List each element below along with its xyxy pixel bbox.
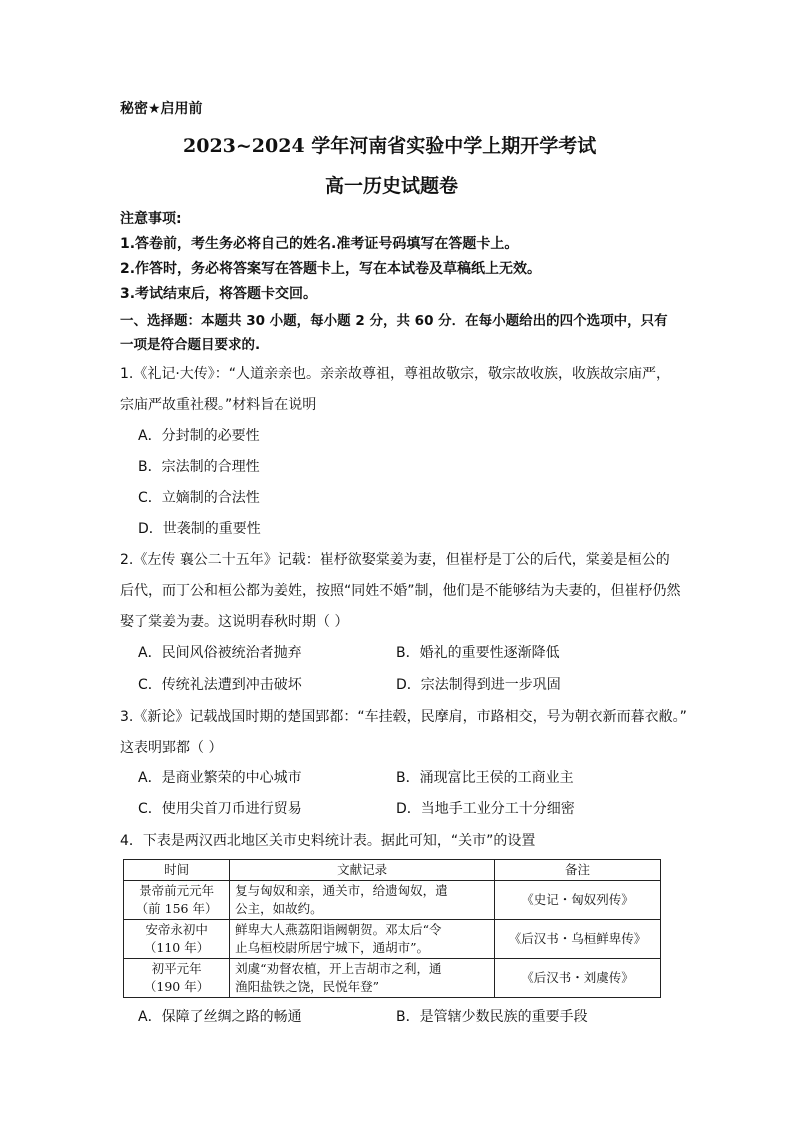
history-table [123,859,661,998]
time-line: 景帝前元元年 [139,883,215,898]
q3-stem-cont: 这表明郢都（ ） [120,740,223,756]
table-cell-time [124,959,230,998]
section-instruction-cont: 一项是符合题目要求的. [120,337,261,353]
q2-stem: 2.《左传 襄公二十五年》记载：崔杼欲娶棠姜为妻，但崔杼是丁公的后代，棠姜是桓公的 [120,552,670,568]
q1-option-a[interactable]: A．分封制的必要性 [138,428,260,444]
table-row [124,959,661,998]
time-line: （前 156 年） [135,901,218,916]
table-cell-record [230,959,495,998]
q1-option-d[interactable]: D．世袭制的重要性 [138,521,261,537]
q4-option-a[interactable]: A．保障了丝绸之路的畅通 [138,1009,302,1025]
record-line: 复与匈奴和亲，通关市，给遗匈奴，遣 [235,883,448,898]
note-item: 3.考试结束后，将答题卡交回。 [120,286,318,302]
exam-subtitle: 高一历史试题卷 [325,175,459,197]
time-line: （110 年） [143,940,210,955]
q3-option-a[interactable]: A．是商业繁荣的中心城市 [138,770,302,786]
section-instruction: 一、选择题：本题共 30 小题，每小题 2 分，共 60 分．在每小题给出的四个选项中，只有 [120,313,668,329]
q1-option-c[interactable]: C．立嫡制的合法性 [138,490,260,506]
table-row [124,920,661,959]
q4-stem: 4．下表是两汉西北地区关市史料统计表。据此可知，“关市”的设置 [120,833,536,849]
record-line: 渔阳盐铁之饶，民悦年登” [235,979,380,994]
q4-option-b[interactable]: B．是管辖少数民族的重要手段 [396,1009,588,1025]
q1-option-b[interactable]: B．宗法制的合理性 [138,459,260,475]
q1-stem-cont: 宗庙严故重社稷。”材料旨在说明 [120,397,317,413]
q2-stem-cont: 后代，而丁公和桓公都为姜姓，按照“同姓不婚”制，他们是不能够结为夫妻的，但崔杼仍然 [120,583,681,599]
record-line: 止乌桓校尉所居宁城下，通胡市”。 [235,940,430,955]
table-cell-record [230,881,495,920]
secret-label: 秘密★启用前 [120,101,203,117]
q2-option-a[interactable]: A．民间风俗被统治者抛弃 [138,645,302,661]
q3-stem: 3.《新论》记载战国时期的楚国郢都：“车挂毂，民摩肩，市路相交，号为朝衣新而暮衣敝。” [120,709,687,725]
table-cell-note: 《后汉书・刘虞传》 [495,959,661,998]
q2-option-c[interactable]: C．传统礼法遭到冲击破坏 [138,677,302,693]
q1-stem: 1.《礼记·大传》：“人道亲亲也。亲亲故尊祖，尊祖故敬宗，敬宗故收族，收族故宗庙严， [120,366,671,382]
table-cell-time [124,881,230,920]
exam-title: 2023~2024 学年河南省实验中学上期开学考试 [183,135,597,157]
record-line: 鲜卑大人燕荔阳诣阙朝贺。邓太后“令 [235,922,442,937]
table-row [124,881,661,920]
time-line: （190 年） [143,979,210,994]
q2-option-b[interactable]: B．婚礼的重要性逐渐降低 [396,645,560,661]
table-header-record: 文献记录 [230,860,495,881]
q3-option-b[interactable]: B．涌现富比王侯的工商业主 [396,770,574,786]
table-cell-time [124,920,230,959]
q2-stem-end: 娶了棠姜为妻。这说明春秋时期（ ） [120,614,349,630]
note-item: 1.答卷前，考生务必将自己的姓名.准考证号码填写在答题卡上。 [120,236,519,252]
record-line: 刘虞“劝督农植，开上吉胡市之利，通 [235,961,442,976]
q3-option-d[interactable]: D．当地手工业分工十分细密 [396,801,575,817]
table-cell-record [230,920,495,959]
table-header-note: 备注 [495,860,661,881]
table-cell-note: 《后汉书・乌桓鲜卑传》 [495,920,661,959]
notes-heading: 注意事项: [120,211,182,227]
time-line: 初平元年 [151,961,202,976]
table-cell-note: 《史记・匈奴列传》 [495,881,661,920]
table-header-time: 时间 [124,860,230,881]
time-line: 安帝永初中 [145,922,208,937]
table-header-row [124,860,661,881]
note-item: 2.作答时，务必将答案写在答题卡上，写在本试卷及草稿纸上无效。 [120,261,542,277]
q3-option-c[interactable]: C．使用尖首刀币进行贸易 [138,801,302,817]
q2-option-d[interactable]: D．宗法制得到进一步巩固 [396,677,561,693]
record-line: 公主，如故约。 [235,901,323,916]
